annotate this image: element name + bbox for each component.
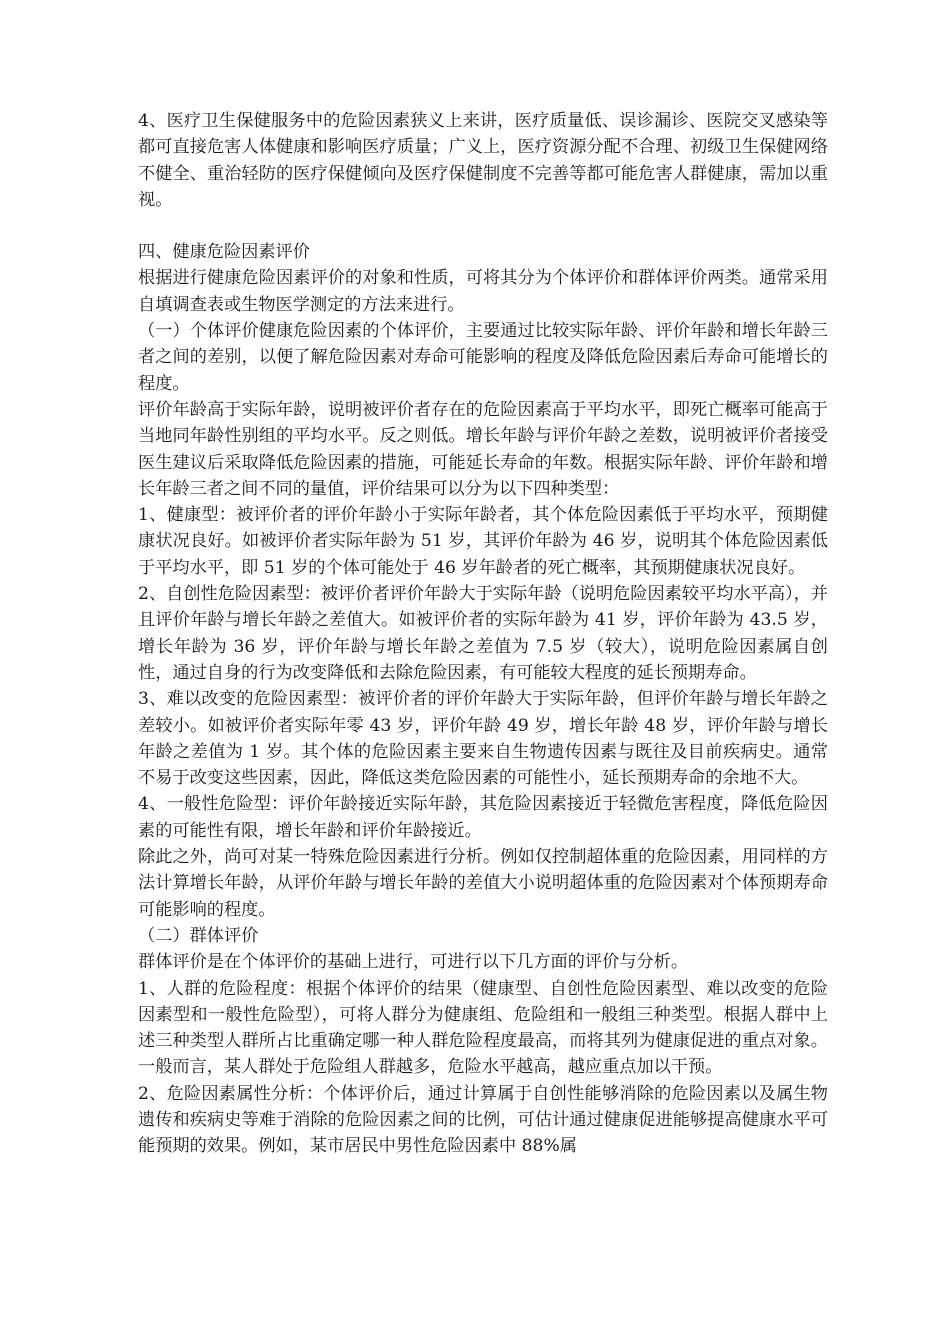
list-item-risk-attribute: 2、危险因素属性分析：个体评价后，通过计算属于自创性能够消除的危险因素以及属生物遗传和疾病史等难于消除的危险因素之间的比例，可估计通过健康促进能够提高健康水平可能预期的效果。例如，某市居民中男性危险因素中 88%属 — [138, 1083, 828, 1157]
list-item-healthy-type: 1、健康型：被评价者的评价年龄小于实际年龄者，其个体危险因素低于平均水平，预期健康状况良好。如被评价者实际年龄为 51 岁，其评价年龄为 46 岁，说明其个体危险因素低于平均水平，即 51 岁的个体可能处于 46 岁年龄者的死亡概率，其预期健康状况良好。 — [138, 505, 828, 578]
paragraph-age-explanation: 评价年龄高于实际年龄，说明被评价者存在的危险因素高于平均水平，即死亡概率可能高于当地同年龄性别组的平均水平。反之则低。增长年龄与评价年龄之差数，说明被评价者接受医生建议后采取降低危险因素的措施，可能延长寿命的年数。根据实际年龄、评价年龄和增长年龄三者之间不同的量值，评价结果可以分为以下四种类型： — [138, 399, 828, 499]
section-heading: 四、健康危险因素评价 — [138, 242, 310, 263]
document-page — [138, 108, 828, 1160]
list-item-hard-to-change-type: 3、难以改变的危险因素型：被评价者的评价年龄大于实际年龄，但评价年龄与增长年龄之差较小。如被评价者实际年零 43 岁，评价年龄 49 岁，增长年龄 48 岁，评价年龄与增长年龄之差值为 1 岁。其个体的危险因素主要来自生物遗传因素与既往及目前疾病史。通常不易于改变这些因素，因此，降低这类危险因素的可能性小，延长预期寿命的余地不大。 — [138, 689, 828, 789]
list-item-self-created-type: 2、自创性危险因素型：被评价者评价年龄大于实际年龄（说明危险因素较平均水平高），并且评价年龄与增长年龄之差值大。如被评价者的实际年龄为 41 岁，评价年龄为 43.5 岁，增长年龄为 36 岁，评价年龄与增长年龄之差值为 7.5 岁（较大），说明危险因素属自创性，通过自身的行为改变降低和去除危险因素，有可能较大程度的延长预期寿命。 — [138, 584, 828, 683]
list-item-general-type: 4、一般性危险型：评价年龄接近实际年龄，其危险因素接近于轻微危害程度，降低危险因素的可能性有限，增长年龄和评价年龄接近。 — [138, 794, 828, 841]
subsection-group: （二）群体评价 — [138, 925, 259, 946]
paragraph-intro: 根据进行健康危险因素评价的对象和性质，可将其分为个体评价和群体评价两类。通常采用自填调查表或生物医学测定的方法来进行。 — [138, 268, 828, 315]
subsection-individual: （一）个体评价健康危险因素的个体评价，主要通过比较实际年龄、评价年龄和增长年龄三者之间的差别，以便了解危险因素对寿命可能影响的程度及降低危险因素后寿命可能增长的程度。 — [138, 321, 828, 394]
paragraph-medical-risk: 4、医疗卫生保健服务中的危险因素狭义上来讲，医疗质量低、误诊漏诊、医院交叉感染等都可直接危害人体健康和影响医疗质量；广义上，医疗资源分配不合理、初级卫生保健网络不健全、重治轻防的医疗保健倾向及医疗保健制度不完善等都可能危害人群健康，需加以重视。 — [138, 111, 828, 210]
list-item-group-risk-level: 1、人群的危险程度：根据个体评价的结果（健康型、自创性危险因素型、难以改变的危险因素型和一般性危险型），可将人群分为健康组、危险组和一般组三种类型。根据人群中上述三种类型人群所占比重确定哪一种人群危险程度最高，而将其列为健康促进的重点对象。一般而言，某人群处于危险组人群越多，危险水平越高，越应重点加以干预。 — [138, 978, 828, 1078]
paragraph-group-intro: 群体评价是在个体评价的基础上进行，可进行以下几方面的评价与分析。 — [138, 952, 689, 973]
blank-line — [138, 213, 828, 239]
paragraph-special-factor: 除此之外，尚可对某一特殊危险因素进行分析。例如仅控制超体重的危险因素，用同样的方法计算增长年龄，从评价年龄与增长年龄的差值大小说明超体重的危险因素对个体预期寿命可能影响的程度。 — [138, 847, 828, 920]
